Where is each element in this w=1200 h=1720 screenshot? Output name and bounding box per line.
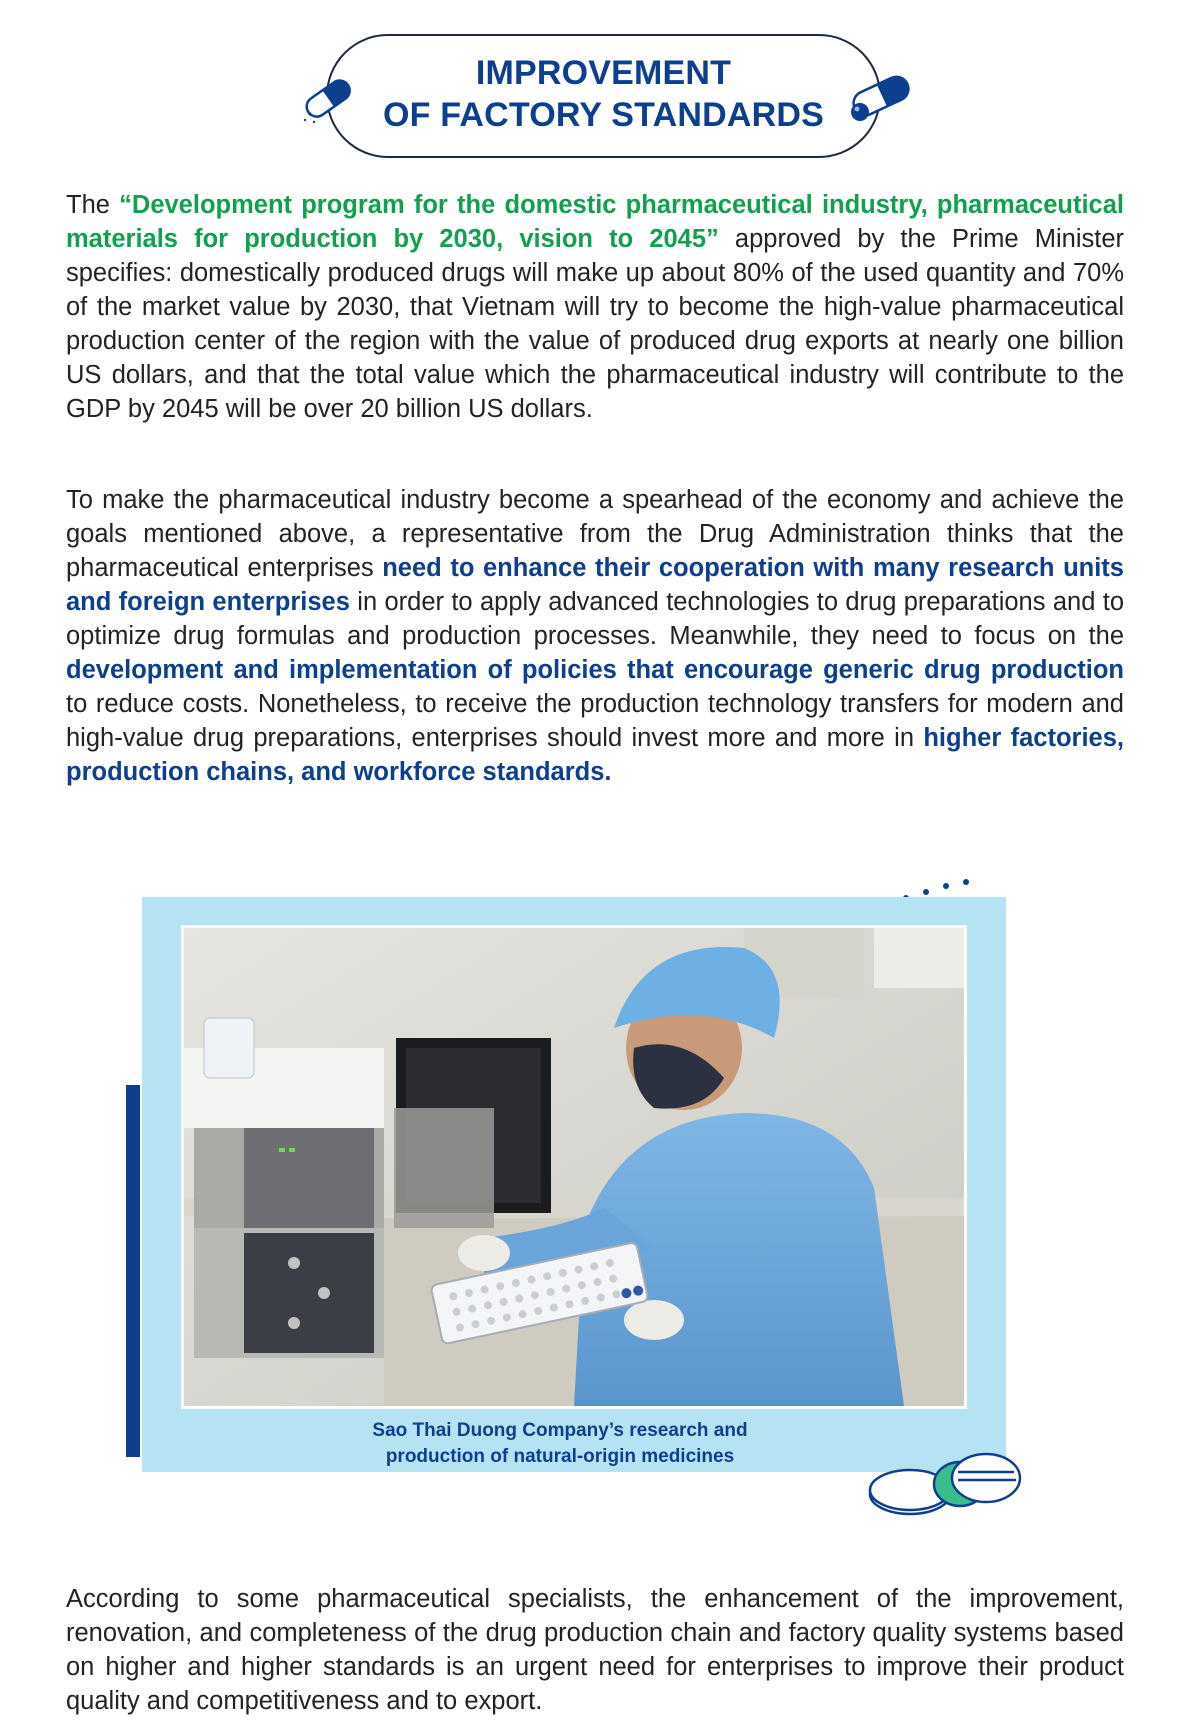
lab-photo bbox=[181, 925, 967, 1409]
paragraph-intro bbox=[66, 188, 1124, 426]
paragraph-text: The bbox=[66, 191, 120, 219]
paragraph-text: approved by the Prime Minister specifies: domestically produced drugs will make up about 80% of the used quantity and 70% of the market value by 2030, that Vietnam will try to become the high-value pharmaceutical production center of the region with the value of produced drug exports at nearly one billion US dollars, and that the total value which the pharmaceutical industry will contribute to the GDP by 2045 will be over 20 billion US dollars. bbox=[66, 225, 1124, 423]
accent-bar bbox=[126, 1085, 140, 1457]
highlight-generic-policies: development and implementation of policies that encourage generic drug production bbox=[66, 656, 1124, 684]
title-badge bbox=[326, 34, 881, 158]
lab-scene-illustration bbox=[184, 928, 964, 1406]
program-name-highlight: “Development program for the domestic pharmaceutical industry, pharmaceutical materials for production by 2030, vision to 2045” bbox=[66, 191, 1125, 253]
paragraph-conclusion: According to some pharmaceutical specialists, the enhancement of the improvement, renovation, and completeness of the drug production chain and factory quality systems based on higher and higher standards is an urgent need for enterprises to improve their product quality and competitiveness and to export. bbox=[66, 1585, 1124, 1715]
figure-caption bbox=[300, 1418, 820, 1470]
capsule-right-icon bbox=[846, 70, 916, 122]
paragraph-text: in order to apply advanced technologies to drug preparations and to optimize drug formulas and production processes. Meanwhile, they need to focus on the bbox=[66, 588, 1124, 650]
paragraph-text: to reduce costs. Nonetheless, to receive the production technology transfers for modern and high-value drug preparations, enterprises should invest more and more in bbox=[66, 690, 1124, 752]
title-line-1: IMPROVEMENT bbox=[475, 54, 732, 92]
paragraph-recommendations bbox=[66, 483, 1124, 789]
highlight-standards: higher factories, production chains, and workforce standards. bbox=[66, 724, 1124, 786]
highlight-cooperation: need to enhance their cooperation with many research units and foreign enterprises bbox=[66, 554, 1124, 616]
capsule-left-icon bbox=[298, 70, 360, 126]
paragraph-text: To make the pharmaceutical industry become a spearhead of the economy and achieve the goals mentioned above, a representative from the Drug Administration thinks that the pharmaceutical enterprises bbox=[66, 486, 1124, 582]
caption-line-1: Sao Thai Duong Company’s research and bbox=[372, 1420, 748, 1441]
pills-icon bbox=[864, 1446, 1024, 1526]
title-line-2: OF FACTORY STANDARDS bbox=[383, 96, 824, 134]
caption-line-2: production of natural-origin medicines bbox=[385, 1446, 735, 1467]
